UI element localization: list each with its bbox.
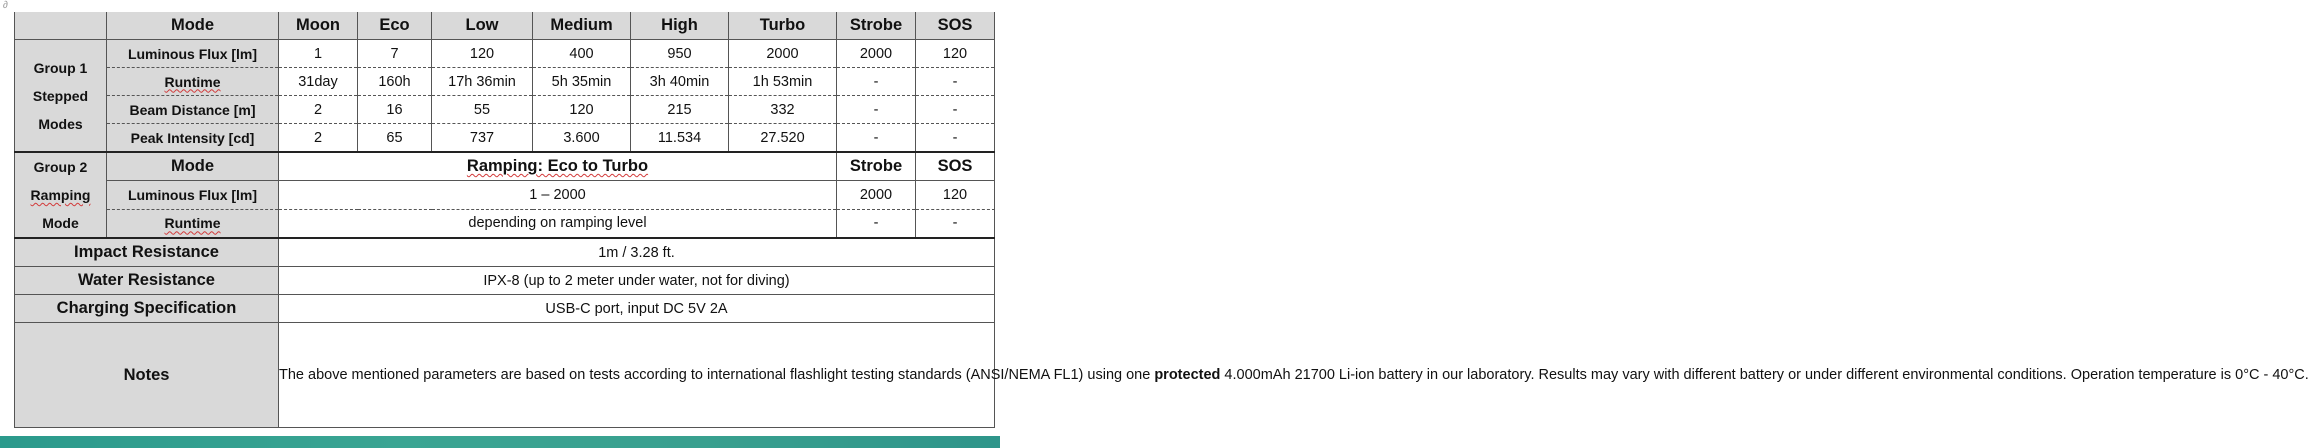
header-turbo: Turbo	[729, 12, 837, 40]
cell: 1	[279, 40, 358, 68]
header-eco: Eco	[358, 12, 432, 40]
cell: 2	[279, 96, 358, 124]
water-resistance-label: Water Resistance	[15, 267, 279, 295]
group2-strobe-flux: 2000	[837, 181, 916, 209]
cell: 5h 35min	[533, 68, 631, 96]
header-mode: Mode	[107, 12, 279, 40]
header-blank	[15, 12, 107, 40]
cell: 3.600	[533, 124, 631, 153]
cell: -	[837, 68, 916, 96]
group2-sos-runtime: -	[916, 209, 995, 238]
group1-label-line2: Stepped	[32, 87, 89, 104]
cell: 120	[432, 40, 533, 68]
cell: 950	[631, 40, 729, 68]
cell: 332	[729, 96, 837, 124]
cell: 11.534	[631, 124, 729, 153]
group2-ramping-header	[279, 152, 837, 181]
cell: 27.520	[729, 124, 837, 153]
group2-label-line2-text: Ramping	[30, 187, 91, 203]
water-resistance-value: IPX-8 (up to 2 meter under water, not for diving)	[279, 267, 995, 295]
impact-resistance-value: 1m / 3.28 ft.	[279, 238, 995, 267]
group2-strobe-header: Strobe	[837, 152, 916, 181]
group2-ramping-header-text: Ramping: Eco to Turbo	[466, 157, 649, 176]
cell: -	[837, 124, 916, 153]
cell: 120	[916, 40, 995, 68]
notes-text-before: The above mentioned parameters are based on tests according to international flashlight testing standards (ANSI/NEMA FL1) using one	[279, 366, 1155, 383]
group1-label-line3: Modes	[38, 115, 83, 132]
cell: 17h 36min	[432, 68, 533, 96]
impact-resistance-label: Impact Resistance	[15, 238, 279, 267]
group2-ramping-runtime: depending on ramping level	[279, 209, 837, 238]
cell: 737	[432, 124, 533, 153]
group2-label-line2	[15, 181, 106, 209]
cell: 2000	[837, 40, 916, 68]
notes-text	[279, 323, 2309, 428]
group2-label-line3: Mode	[42, 215, 79, 231]
header-strobe: Strobe	[837, 12, 916, 40]
cell: 2	[279, 124, 358, 153]
cell: 16	[358, 96, 432, 124]
notes-text-bold: protected	[1154, 366, 1221, 383]
cell: 1h 53min	[729, 68, 837, 96]
param-luminous-flux: Luminous Flux [lm]	[107, 40, 279, 68]
header-medium: Medium	[533, 12, 631, 40]
bottom-strip	[0, 436, 1000, 448]
corner-glyph: ∂	[3, 0, 8, 11]
cell: 7	[358, 40, 432, 68]
cell: 160h	[358, 68, 432, 96]
group1-label	[15, 40, 107, 153]
cell: -	[916, 124, 995, 153]
cell: 400	[533, 40, 631, 68]
notes-text-after: 4.000mAh 21700 Li-ion battery in our laboratory. Results may vary with different battery or under different environmental conditions. Operation temperature is 0°C - 40°C.	[1220, 366, 2309, 383]
header-low: Low	[432, 12, 533, 40]
param-peak-intensity: Peak Intensity [cd]	[107, 124, 279, 153]
cell: 215	[631, 96, 729, 124]
group2-param-luminous-flux: Luminous Flux [lm]	[107, 181, 279, 209]
group2-label-line1: Group 2	[33, 159, 88, 175]
group2-ramping-flux: 1 – 2000	[279, 181, 837, 209]
header-moon: Moon	[279, 12, 358, 40]
cell: 2000	[729, 40, 837, 68]
param-beam-distance: Beam Distance [m]	[107, 96, 279, 124]
cell: 65	[358, 124, 432, 153]
spec-table	[14, 12, 2309, 428]
cell: 3h 40min	[631, 68, 729, 96]
cell: 31day	[279, 68, 358, 96]
header-high: High	[631, 12, 729, 40]
cell: -	[916, 96, 995, 124]
group2-param-runtime-text: Runtime	[164, 215, 221, 232]
group2-strobe-runtime: -	[837, 209, 916, 238]
notes-label: Notes	[15, 323, 279, 428]
group2-label	[15, 152, 107, 238]
group2-param-runtime	[107, 209, 279, 238]
cell: 55	[432, 96, 533, 124]
charging-specification-value: USB-C port, input DC 5V 2A	[279, 295, 995, 323]
group2-mode-header: Mode	[107, 152, 279, 181]
group2-sos-header: SOS	[916, 152, 995, 181]
cell: -	[916, 68, 995, 96]
param-runtime-text: Runtime	[164, 73, 221, 90]
cell: -	[837, 96, 916, 124]
param-runtime	[107, 68, 279, 96]
charging-specification-label: Charging Specification	[15, 295, 279, 323]
cell: 120	[533, 96, 631, 124]
group1-label-line1: Group 1	[33, 59, 88, 76]
header-sos: SOS	[916, 12, 995, 40]
group2-sos-flux: 120	[916, 181, 995, 209]
